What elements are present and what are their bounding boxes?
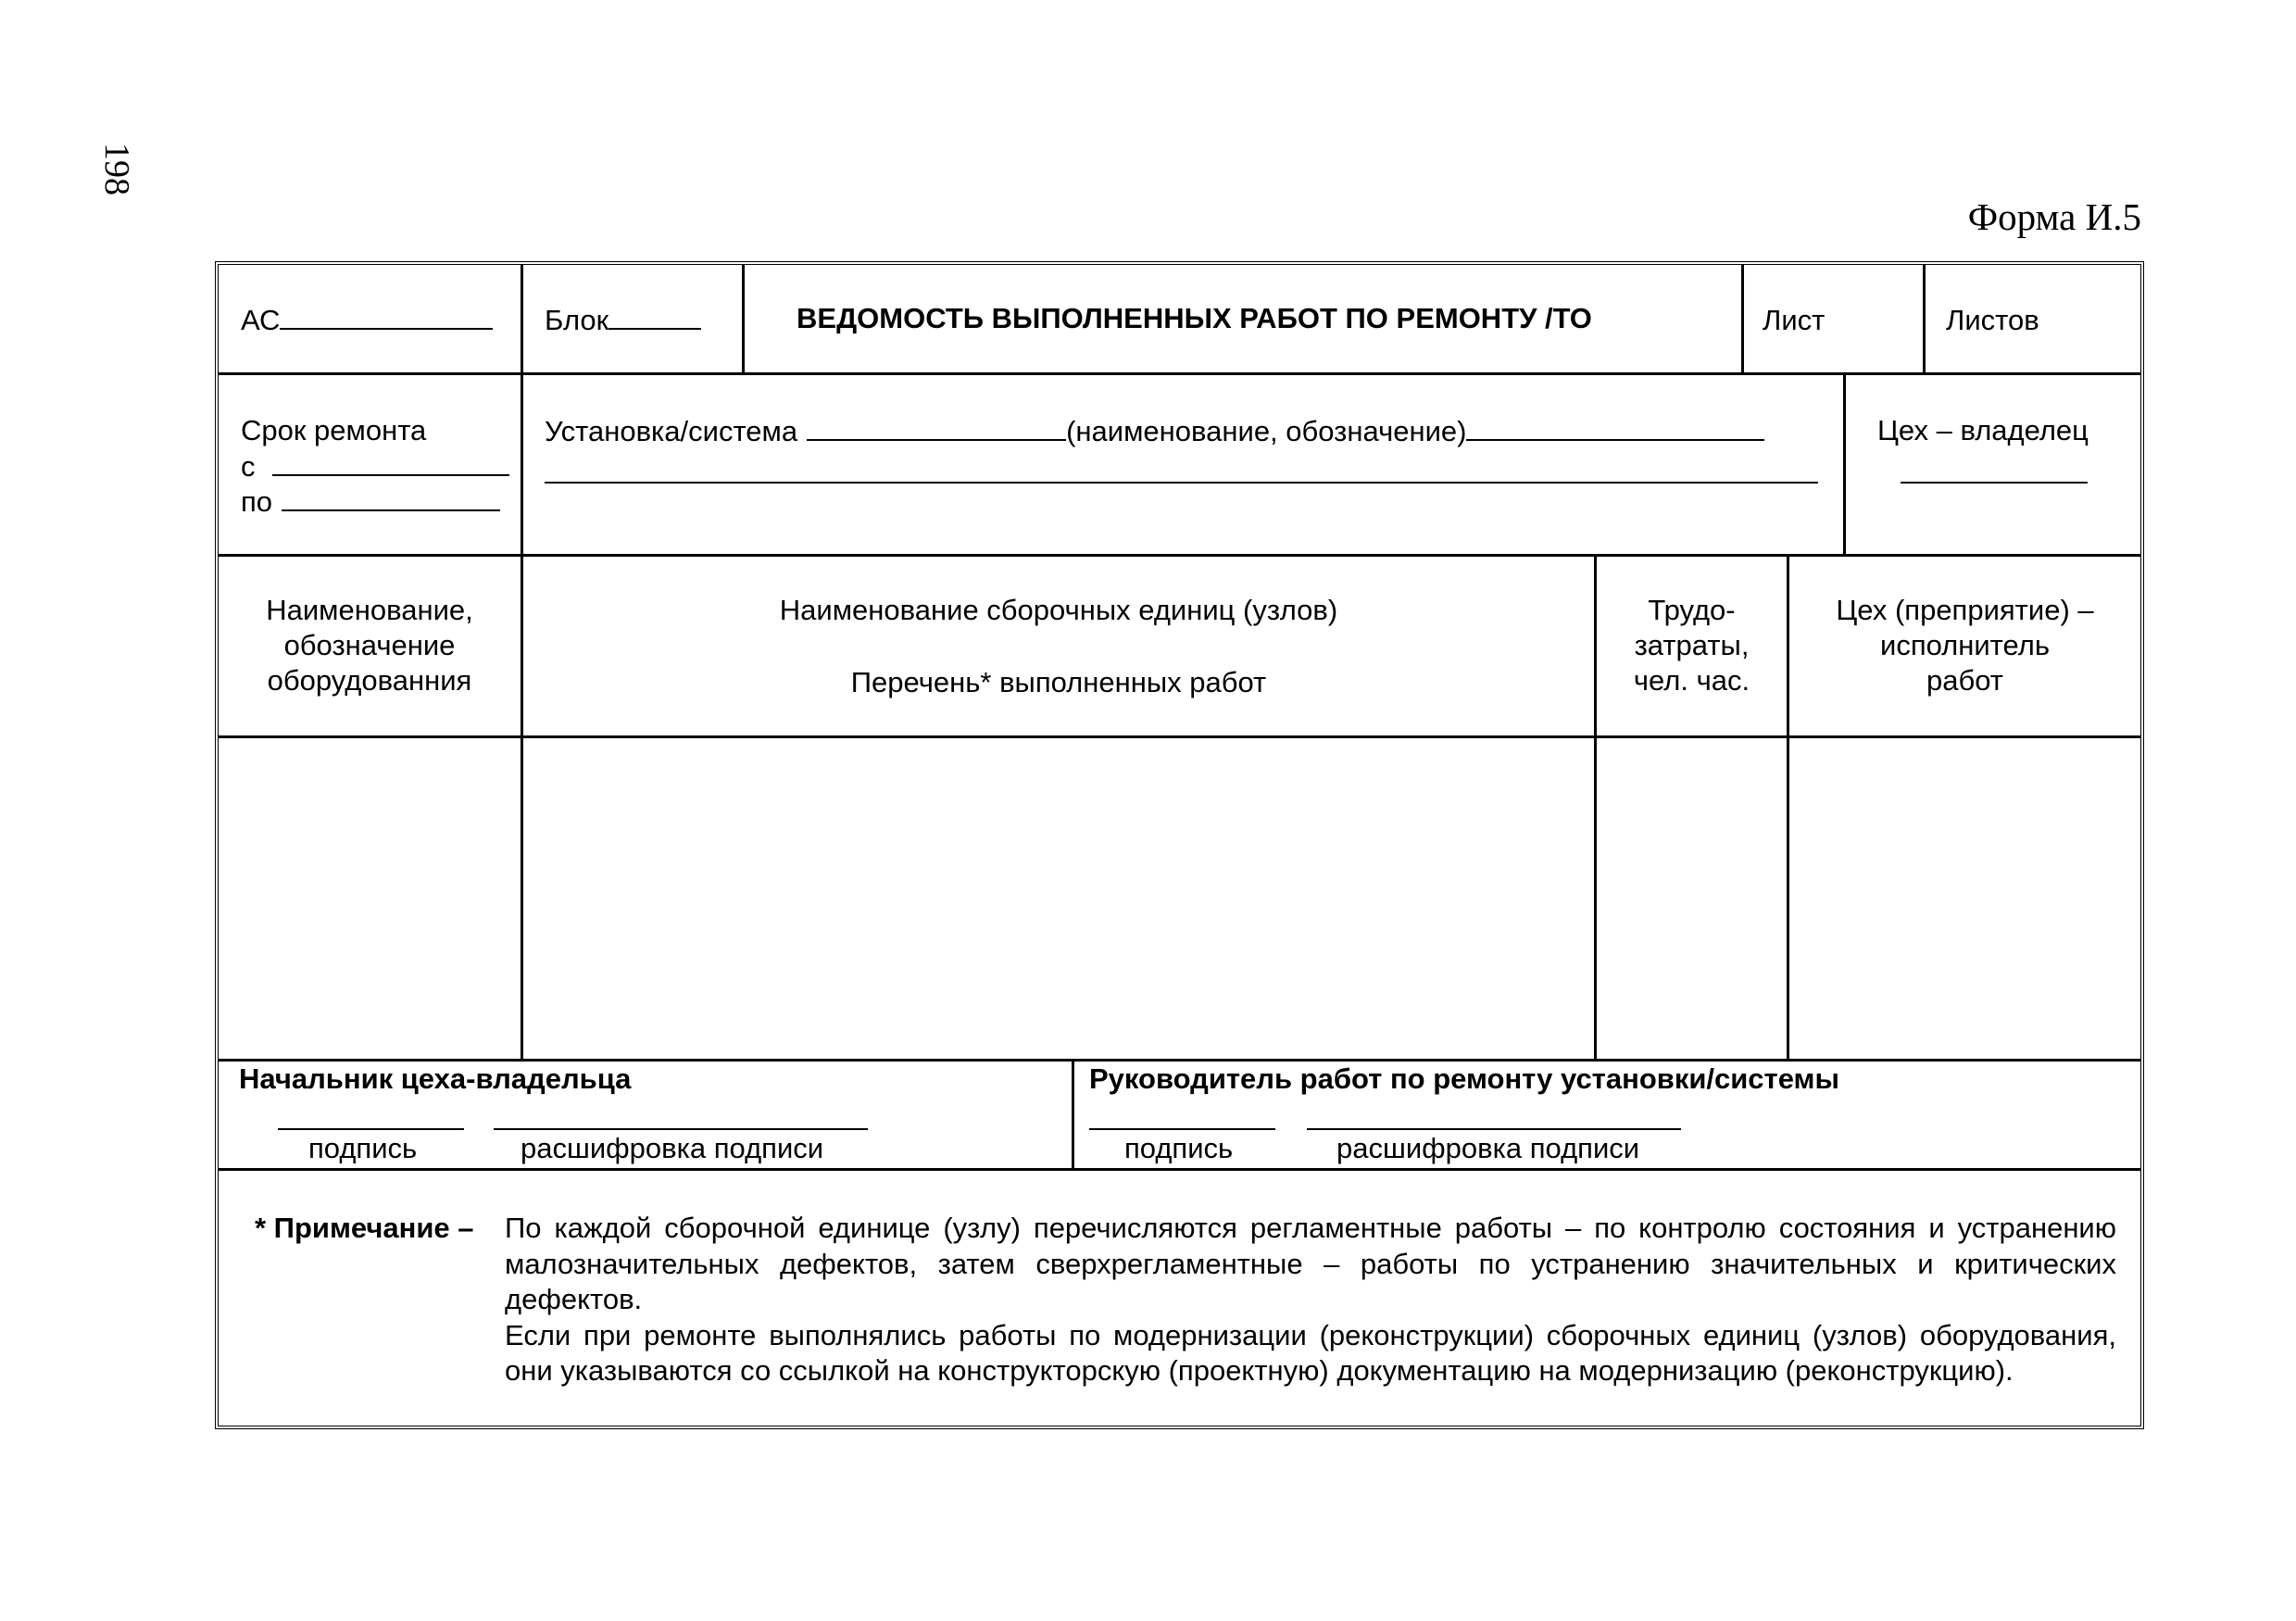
term-to-blank[interactable] xyxy=(282,484,500,511)
term-from-blank[interactable] xyxy=(272,448,509,476)
note-paragraph: Если при ремонте выполнялись работы по модернизации (реконструкции) сборочных единиц (узлов) оборудования, они указываются со ссылкой на конструкторскую (проектную) документацию на модернизацию (реконструкцию). xyxy=(505,1318,2116,1387)
note-paragraph: По каждой сборочной единице (узлу) перечисляются регламентные работы – по контролю состояния и устранению малозначительных дефектов, затем сверхрегламентные – работы по устранению значительных и критических дефектов. xyxy=(505,1212,2116,1315)
right-decode-line[interactable] xyxy=(1307,1128,1681,1130)
term-to-field[interactable] xyxy=(241,484,500,520)
term-to-label: по xyxy=(241,485,273,518)
sheet-label: Лист xyxy=(1763,304,1826,336)
col-divider xyxy=(1741,265,1744,374)
sheets-label: Листов xyxy=(1946,304,2039,336)
term-label: Срок ремонта xyxy=(241,414,427,446)
form-id: Форма И.5 xyxy=(1967,195,2141,238)
block-blank[interactable] xyxy=(609,302,701,330)
term-from-field[interactable] xyxy=(241,448,509,484)
note-text xyxy=(505,1211,2116,1389)
col-divider xyxy=(1072,1059,1074,1170)
note-label: * Примечание – xyxy=(255,1212,474,1244)
owner-head-title: Начальник цеха-владельца xyxy=(239,1062,632,1095)
row-divider xyxy=(219,554,2140,557)
system-blank-line[interactable] xyxy=(545,482,1818,484)
repair-lead-title: Руководитель работ по ремонту установки/системы xyxy=(1089,1062,1839,1095)
col-divider xyxy=(1843,372,1846,556)
block-label: Блок xyxy=(545,304,609,336)
block-field[interactable] xyxy=(545,302,701,338)
assembly-header: Наименование сборочных единиц (узлов) xyxy=(779,594,1338,626)
left-signature-line[interactable] xyxy=(278,1128,464,1130)
system-field[interactable] xyxy=(545,413,1764,449)
system-blank-2[interactable] xyxy=(1466,413,1764,441)
right-signature-line[interactable] xyxy=(1089,1128,1275,1130)
as-label: АС xyxy=(241,304,281,336)
right-signature-caption: подпись xyxy=(1124,1132,1234,1164)
as-blank[interactable] xyxy=(280,302,493,330)
col-divider xyxy=(1923,265,1926,374)
left-signature-caption: подпись xyxy=(308,1132,418,1164)
owner-blank[interactable] xyxy=(1901,482,2088,484)
executor-header: Цех (преприятие) – исполнитель работ xyxy=(1836,594,2094,697)
row-divider xyxy=(219,372,2140,375)
page-number: 198 xyxy=(97,143,136,195)
row-divider xyxy=(219,1168,2140,1171)
col-divider xyxy=(742,265,745,374)
owner-label: Цех – владелец xyxy=(1877,414,2089,446)
right-decode-caption: расшифровка подписи xyxy=(1336,1132,1640,1164)
system-blank-1[interactable] xyxy=(807,413,1066,441)
equipment-header: Наименование, обозначение оборудованния xyxy=(266,594,473,697)
document-title: ВЕДОМОСТЬ ВЫПОЛНЕННЫХ РАБОТ ПО РЕМОНТУ /ТО xyxy=(797,302,1592,334)
system-hint: (наименование, обозначение) xyxy=(1066,415,1467,447)
works-list-header: Перечень* выполненных работ xyxy=(850,666,1267,698)
as-field[interactable] xyxy=(241,302,493,338)
table-row[interactable] xyxy=(219,738,2140,1059)
term-from-label: с xyxy=(241,450,256,483)
system-label: Установка/система xyxy=(545,415,798,447)
left-decode-line[interactable] xyxy=(494,1128,868,1130)
left-decode-caption: расшифровка подписи xyxy=(521,1132,824,1164)
labor-header: Трудо- затраты, чел. час. xyxy=(1633,594,1750,697)
